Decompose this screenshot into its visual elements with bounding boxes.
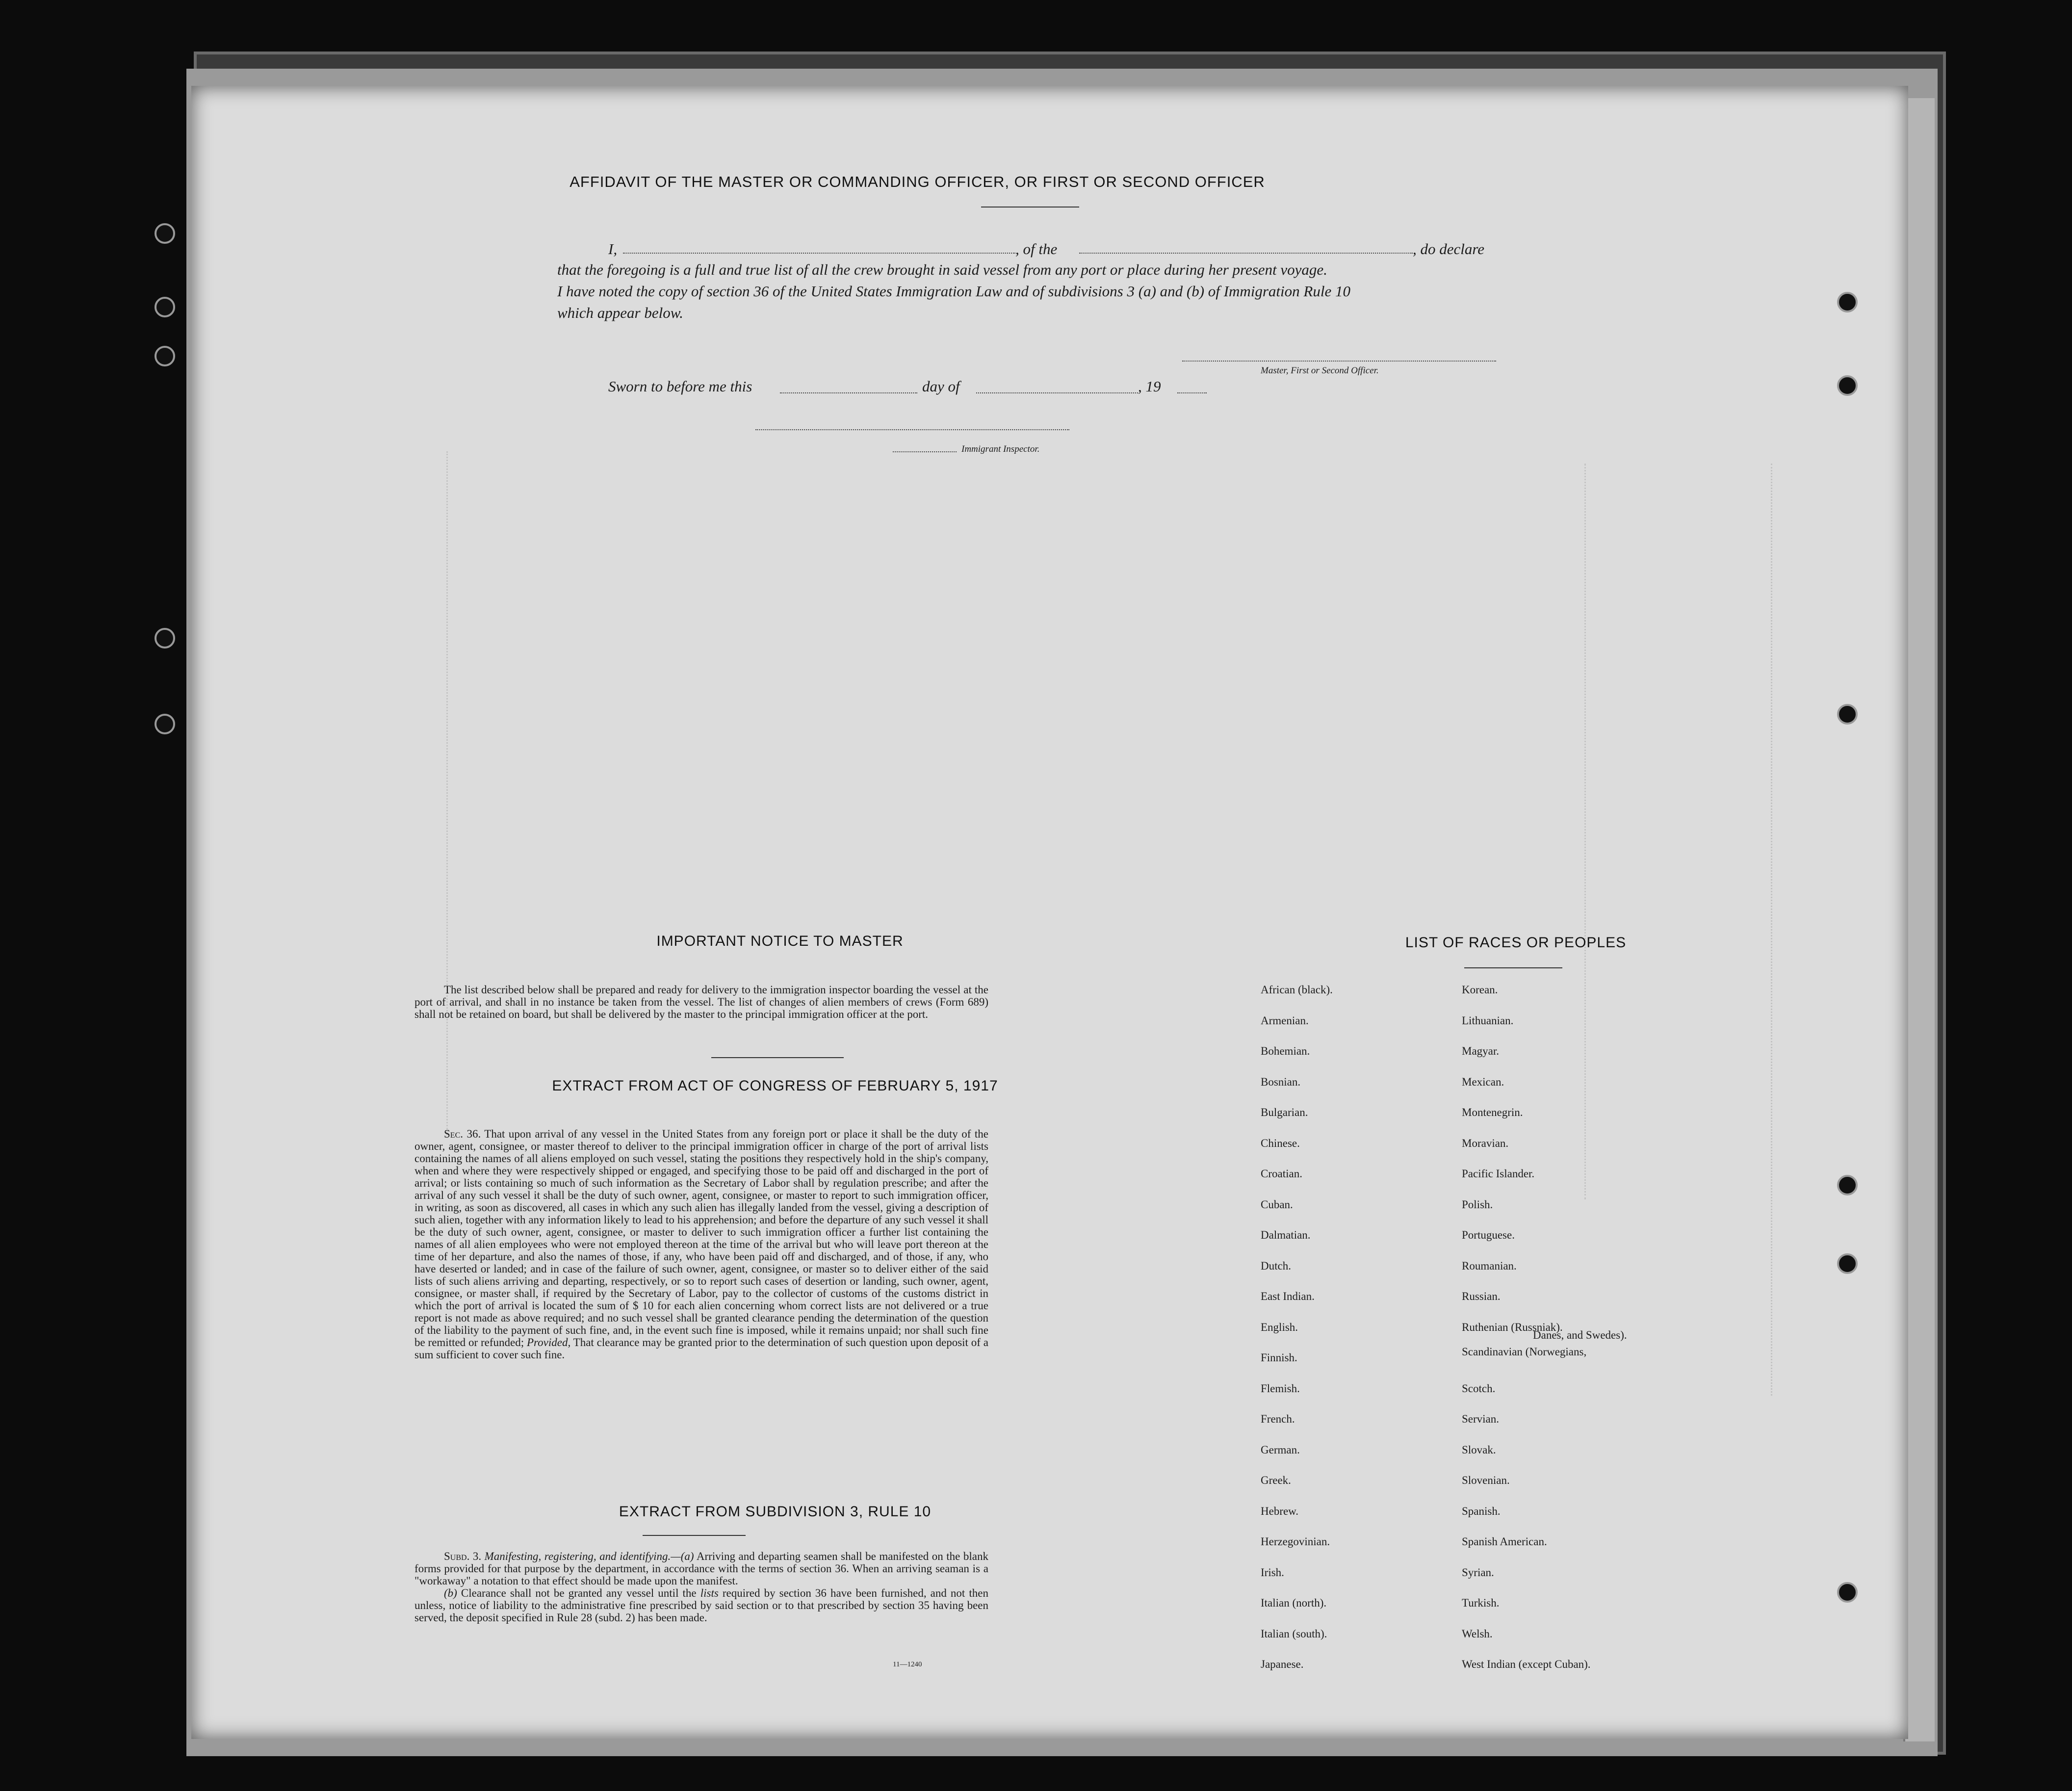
manifest-page: [191, 86, 1908, 1739]
race-item: East Indian.: [1261, 1290, 1315, 1302]
race-item: Roumanian.: [1462, 1259, 1517, 1272]
inspector-label: Immigrant Inspector.: [961, 444, 1040, 454]
race-item: Servian.: [1462, 1413, 1500, 1425]
binder-hole-icon: [1837, 375, 1858, 396]
race-item: Scotch.: [1462, 1382, 1496, 1395]
bleed-through-column: [1653, 464, 1772, 1396]
bleed-through-column: [378, 451, 448, 1138]
proviso-word: Provided,: [527, 1336, 571, 1349]
race-item: Italian (north).: [1261, 1597, 1327, 1609]
sworn-month-field[interactable]: [976, 392, 1138, 393]
affidavit-title: AFFIDAVIT OF THE MASTER OR COMMANDING OFFICER, OR FIRST OR SECOND OFFICER: [570, 173, 1265, 190]
notice-text: The list described below shall be prepared and ready for delivery to the immigration inspector boarding the vessel at the port of arrival, and shall in no instance be taken from the vessel. The list of changes of alien members of crews (Form 689) shall not be retained on board, but shall be delivered by the master to the principal immigration officer at the port.: [414, 984, 988, 1020]
form-number: 11—1240: [893, 1661, 922, 1668]
act-extract-title: EXTRACT FROM ACT OF CONGRESS OF FEBRUARY 5, 1917: [552, 1078, 998, 1094]
race-item: Cuban.: [1261, 1198, 1293, 1211]
binder-hole-icon: [1837, 292, 1858, 312]
race-item: Korean.: [1462, 984, 1498, 996]
master-signature-label: Master, First or Second Officer.: [1261, 365, 1379, 376]
binder-hole-icon: [155, 628, 175, 649]
day-of-text: day of: [922, 378, 960, 395]
affidavit-line2: that the foregoing is a full and true list of all the crew brought in said vessel from any port or place during her present voyage.: [557, 261, 1327, 278]
binder-hole-icon: [155, 223, 175, 244]
binder-hole-icon: [155, 714, 175, 734]
rule-extract-rule: [643, 1535, 746, 1536]
subd-label: Subd. 3.: [444, 1550, 482, 1562]
binder-hole-icon: [1837, 1582, 1858, 1603]
inspector-leader: [893, 451, 957, 452]
race-item: German.: [1261, 1443, 1300, 1456]
races-rule: [1464, 967, 1562, 968]
race-item: Armenian.: [1261, 1014, 1309, 1027]
race-item: Spanish.: [1462, 1505, 1501, 1517]
act-extract-text: [414, 1128, 988, 1361]
race-item: Russian.: [1462, 1290, 1501, 1302]
year-prefix: , 19: [1138, 378, 1161, 395]
race-item: Scandinavian (Norwegians,: [1462, 1346, 1587, 1358]
race-item: Bosnian.: [1261, 1075, 1301, 1088]
sworn-day-field[interactable]: [780, 392, 917, 393]
binder-hole-icon: [155, 346, 175, 366]
race-item: Greek.: [1261, 1474, 1291, 1486]
race-item: Croatian.: [1261, 1168, 1302, 1180]
race-item: Dalmatian.: [1261, 1229, 1311, 1241]
race-item: Dutch.: [1261, 1259, 1291, 1272]
sworn-year-field[interactable]: [1177, 392, 1207, 393]
race-item: Magyar.: [1462, 1045, 1500, 1057]
rule-extract-text: [414, 1550, 988, 1624]
race-item: Bohemian.: [1261, 1045, 1310, 1057]
race-item: Polish.: [1462, 1198, 1493, 1211]
race-item: Chinese.: [1261, 1137, 1300, 1149]
section-label: Sec. 36.: [444, 1128, 481, 1140]
race-item: Welsh.: [1462, 1627, 1493, 1640]
race-item: West Indian (except Cuban).: [1462, 1658, 1591, 1670]
affidavit-line1-declare: , do declare: [1413, 240, 1485, 258]
race-item: Hebrew.: [1261, 1505, 1299, 1517]
affidavit-line1-of: , of the: [1015, 240, 1058, 258]
race-item: Syrian.: [1462, 1566, 1494, 1579]
binder-hole-icon: [155, 297, 175, 317]
race-item: Moravian.: [1462, 1137, 1509, 1149]
bleed-through-column: [1506, 464, 1586, 1199]
affidavit-line1-i: I,: [608, 240, 618, 258]
race-item: Ruthenian (Russniak).: [1462, 1321, 1563, 1333]
race-item: Italian (south).: [1261, 1627, 1327, 1640]
title-rule: [981, 207, 1079, 208]
subd-a-text: Arriving and departing seamen shall be manifested on the blank forms provided for that purpose by the department, in accordance with the terms of section 36. When an arriving seaman is a "workaway" a notation to that effect should be made upon the manifest.: [414, 1550, 989, 1587]
race-item: Finnish.: [1261, 1351, 1297, 1364]
binder-hole-icon: [1837, 1175, 1858, 1195]
subd-b-text-2: required by section 36 have been furnished, and not then unless, notice of liability to the administrative fine prescribed by said section or to that prescribed by section 35 having been served, the deposit specified in Rule 28 (subd. 2) has been made.: [414, 1587, 989, 1624]
race-item: Irish.: [1261, 1566, 1284, 1579]
affidavit-line3: I have noted the copy of section 36 of the United States Immigration Law and of subdivisions 3 (a) and (b) of Immigration Rule 10: [557, 283, 1350, 300]
race-item: Lithuanian.: [1462, 1014, 1514, 1027]
race-item: Slovenian.: [1462, 1474, 1510, 1486]
subd-b-text-1: Clearance shall not be granted any vessel until the: [461, 1587, 697, 1599]
inspector-signature-field[interactable]: [755, 429, 1069, 430]
race-item: Mexican.: [1462, 1075, 1504, 1088]
race-item: Bulgarian.: [1261, 1106, 1308, 1118]
race-item: Herzegovinian.: [1261, 1535, 1330, 1548]
race-item: French.: [1261, 1413, 1295, 1425]
section-36-text: That upon arrival of any vessel in the United States from any foreign port or place it shall be the duty of the owner, agent, consignee, or master thereof to deliver to the principal immigration officer in charge of the port of arrival lists containing the names of all aliens employed on such vessel, stating the positions they respectively hold in the ship's company, when and where they were respectively shipped or engaged, and specifying those to be paid off and discharged in the port of arrival; or lists containing so much of such information as the Secretary of Labor shall by regulation prescribe; and after the arrival of any such vessel it shall be the duty of such owner, agent, consignee, or master to report to such immigration officer, in writing, as soon as discovered, all cases in which any such alien has illegally landed from the vessel, giving a description of such alien, together with any information likely to lead to his apprehension; and before the departure of any such vessel it shall be the duty of such owner, agent, consignee, or master to deliver to such immigration officer a further list containing the names of all alien employees who were not employed thereon at the time of the arrival but who will leave port thereon at the time of her departure, and also the names of those, if any, who have been paid off and discharged, and of those, if any, who have deserted or landed; and in case of the failure of such owner, agent, consignee, or master so to deliver either of the said lists of such aliens arriving and departing, respectively, or so to report such cases of desertion or landing, such owner, agent, consignee, or master shall, if required by the Secretary of Labor, pay to the collector of customs of the customs district in which the port of arrival is located the sum of $ 10 for each alien concerning whom correct lists are not delivered or a true report is not made as above required; and no such vessel shall be granted clearance pending the determination of the question of the liability to the payment of such fine, and, in the event such fine is imposed, while it remains unpaid; nor shall such fine be remitted or refunded;: [414, 1128, 988, 1349]
race-item: Portuguese.: [1462, 1229, 1515, 1241]
binder-hole-icon: [1837, 704, 1858, 725]
subd-b-label: (b): [444, 1587, 457, 1599]
master-signature-field[interactable]: [1182, 361, 1496, 362]
race-item: Japanese.: [1261, 1658, 1304, 1670]
affidavit-line4: which appear below.: [557, 304, 683, 321]
rule-extract-title: EXTRACT FROM SUBDIVISION 3, RULE 10: [619, 1504, 932, 1520]
race-item: English.: [1261, 1321, 1298, 1333]
subd-heading: Manifesting, registering, and identifying.—(a): [484, 1550, 694, 1562]
race-item: African (black).: [1261, 984, 1333, 996]
race-item: Pacific Islander.: [1462, 1168, 1535, 1180]
notice-rule: [711, 1057, 844, 1058]
races-title: LIST OF RACES OR PEOPLES: [1405, 934, 1627, 951]
race-item: Spanish American.: [1462, 1535, 1547, 1548]
vessel-name-field[interactable]: [1079, 253, 1413, 254]
master-name-field[interactable]: [623, 253, 1015, 254]
binder-hole-icon: [1837, 1253, 1858, 1274]
race-item: Turkish.: [1462, 1597, 1500, 1609]
notice-title: IMPORTANT NOTICE TO MASTER: [656, 933, 904, 949]
race-item: Slovak.: [1462, 1443, 1496, 1456]
sworn-text: Sworn to before me this: [608, 378, 752, 395]
race-item: Flemish.: [1261, 1382, 1300, 1395]
proviso-text: That clearance may be granted prior to the determination of such question upon deposit of a sum sufficient to cover such fine.: [414, 1336, 988, 1361]
race-item: Montenegrin.: [1462, 1106, 1523, 1118]
lists-word: lists: [700, 1587, 719, 1599]
race-item: Danes, and Swedes).: [1533, 1328, 1627, 1341]
